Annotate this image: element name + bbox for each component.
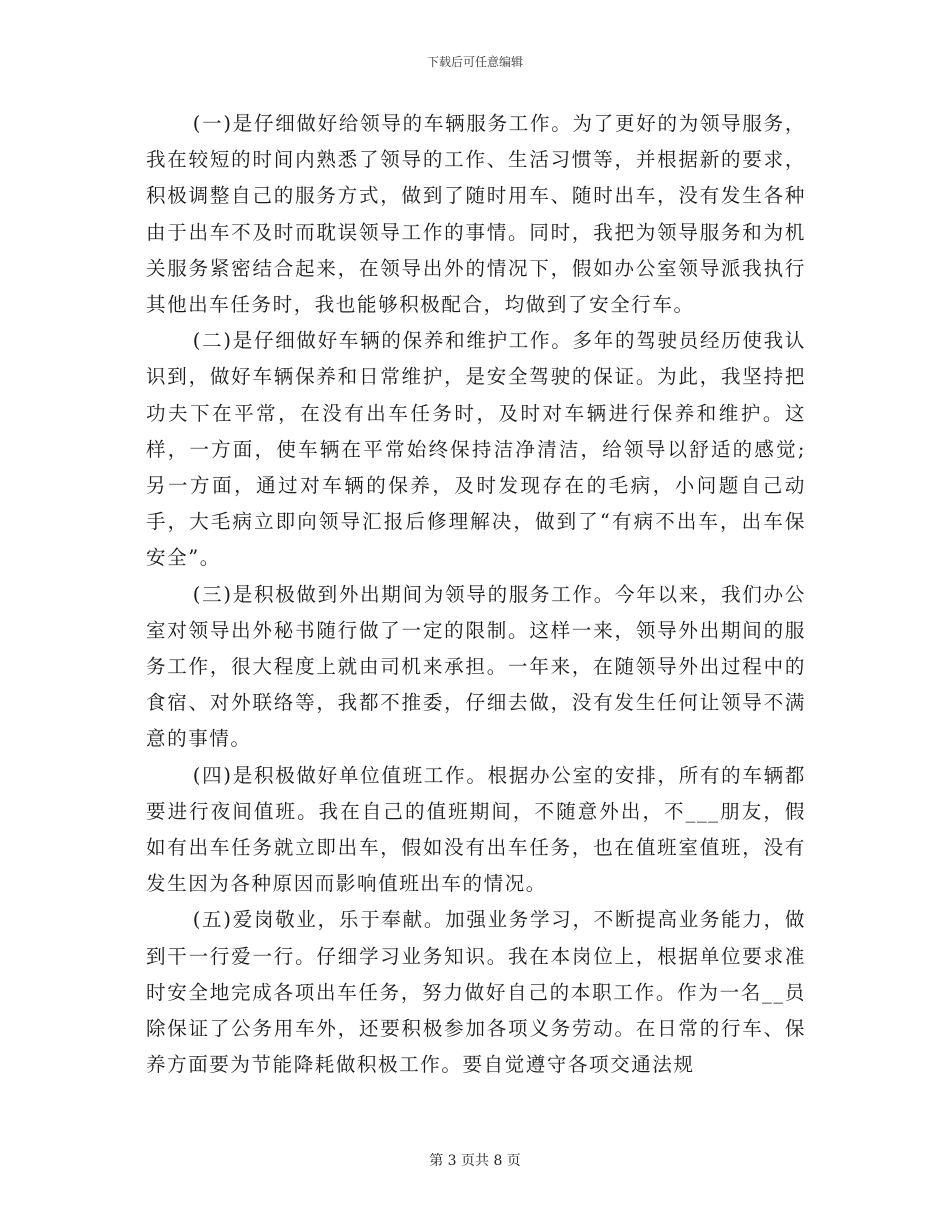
paragraph-5: (五)爱岗敬业，乐于奉献。加强业务学习，不断提高业务能力，做到干一行爱一行。仔细学习业务知识。我在本岗位上，根据单位要求准时安全地完成各项出车任务，努力做好自己的本职工作。作为一名__员除保证了公务用车外，还要积极参加各项义务劳动。在日常的行车、保养方面要为节能降耗做积极工作。要自觉遵守各项交通法规 xyxy=(146,908,806,1077)
paragraph-1: (一)是仔细做好给领导的车辆服务工作。为了更好的为领导服务，我在较短的时间内熟悉了领导的工作、生活习惯等，并根据新的要求，积极调整自己的服务方式，做到了随时用车、随时出车，没有发生各种由于出车不及时而耽误领导工作的事情。同时，我把为领导服务和为机关服务紧密结合起来，在领导出外的情况下，假如办公室领导派我执行其他出车任务时，我也能够积极配合，均做到了安全行车。 xyxy=(146,112,806,317)
document-body xyxy=(146,106,806,1083)
paragraph-3: (三)是积极做到外出期间为领导的服务工作。今年以来，我们办公室对领导出外秘书随行做了一定的限制。这样一来，领导外出期间的服务工作，很大程度上就由司机来承担。一年来，在随领导外出过程中的食宿、对外联络等，我都不推委，仔细去做，没有发生任何让领导不满意的事情。 xyxy=(146,582,806,751)
paragraph-2: (二)是仔细做好车辆的保养和维护工作。多年的驾驶员经历使我认识到，做好车辆保养和日常维护，是安全驾驶的保证。为此，我坚持把功夫下在平常，在没有出车任务时，及时对车辆进行保养和维护。这样，一方面，使车辆在平常始终保持洁净清洁，给领导以舒适的感觉;另一方面，通过对车辆的保养，及时发现存在的毛病，小问题自己动手，大毛病立即向领导汇报后修理解决，做到了“有病不出车，出车保安全”。 xyxy=(146,329,806,570)
page-number-footer: 第 3 页共 8 页 xyxy=(429,1153,521,1169)
page-header: 下载后可任意编辑 xyxy=(426,55,523,69)
paragraph-4: (四)是积极做好单位值班工作。根据办公室的安排，所有的车辆都要进行夜间值班。我在自己的值班期间，不随意外出，不___朋友，假如有出车任务就立即出车，假如没有出车任务，也在值班室值班，没有发生因为各种原因而影响值班出车的情况。 xyxy=(146,763,806,896)
